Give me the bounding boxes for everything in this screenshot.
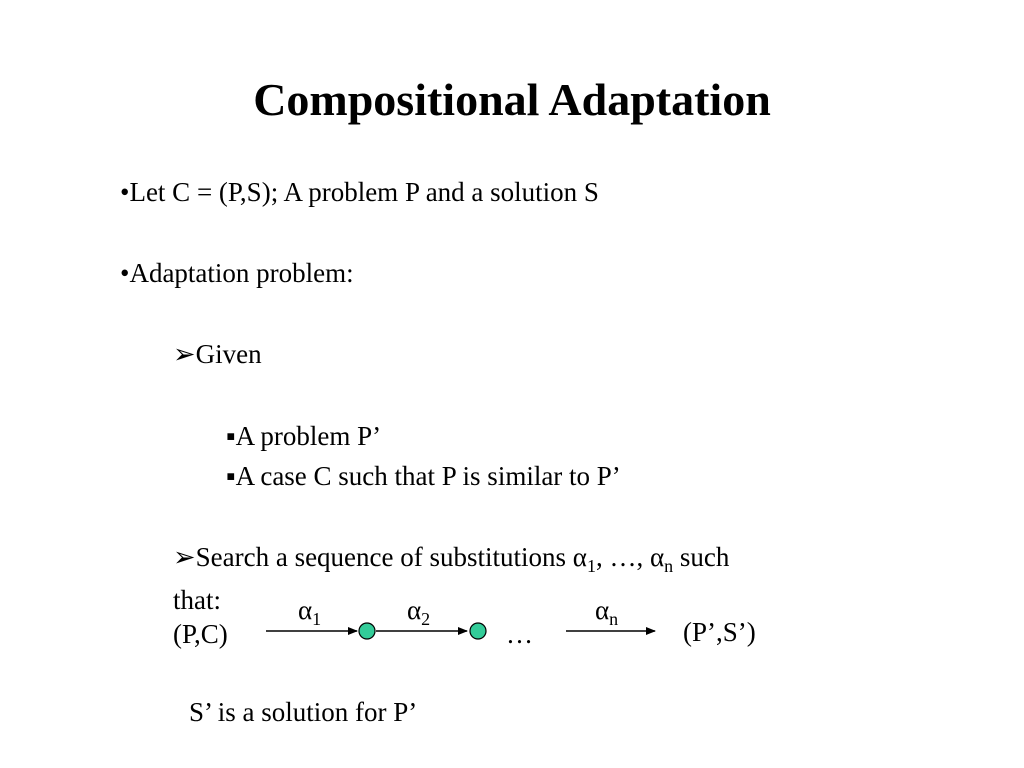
bullet-text: Adaptation problem: [129, 258, 354, 288]
sub-bullet-given [173, 338, 262, 370]
diagram-ellipsis: … [506, 619, 533, 649]
sub-bullet-text: Given [195, 339, 262, 369]
bullet-let-c [120, 176, 599, 208]
bullet-marker: • [120, 177, 130, 207]
alpha-symbol: α [572, 542, 587, 572]
bullet-marker: • [120, 258, 130, 288]
search-text-middle: , …, [595, 542, 650, 572]
arrow-label-alpha-1 [298, 594, 321, 629]
alpha-subscript: 2 [421, 609, 431, 629]
alpha-subscript: n [609, 609, 619, 629]
diagram-start-label: (P,C) [173, 619, 228, 649]
slide-title: Compositional Adaptation [253, 74, 771, 125]
arrow-label-alpha-n [595, 594, 618, 629]
given-item-text: A case C such that P is similar to P’ [235, 461, 621, 491]
node-1 [359, 623, 375, 639]
bullet-text: Let C = (P,S); A problem P and a solution S [129, 177, 599, 207]
alpha-symbol: α [298, 595, 313, 625]
alpha-symbol: α [649, 542, 665, 572]
alpha-symbol: α [595, 595, 610, 625]
diagram-end-label: (P’,S’) [683, 617, 756, 647]
square-bullet-icon: ▪ [226, 461, 236, 491]
search-text-after: such [673, 542, 730, 572]
alpha-subscript-1: 1 [586, 556, 596, 576]
alpha-subscript-n: n [664, 556, 674, 576]
conclusion-text: S’ is a solution for P’ [189, 697, 418, 727]
given-item-problem [226, 420, 381, 452]
alpha-subscript: 1 [312, 609, 322, 629]
given-item-text: A problem P’ [235, 421, 382, 451]
given-item-case [226, 460, 621, 492]
alpha-symbol: α [407, 595, 422, 625]
arrowhead-bullet-icon: ➢ [173, 542, 196, 572]
arrowhead-bullet-icon: ➢ [173, 339, 196, 369]
bullet-adaptation-problem [120, 257, 354, 289]
sub-bullet-search [173, 541, 729, 576]
search-continuation: that: [173, 585, 221, 615]
arrow-label-alpha-2 [407, 594, 430, 629]
search-text-before: Search a sequence of substitutions [195, 542, 573, 572]
node-2 [470, 623, 486, 639]
square-bullet-icon: ▪ [226, 421, 236, 451]
